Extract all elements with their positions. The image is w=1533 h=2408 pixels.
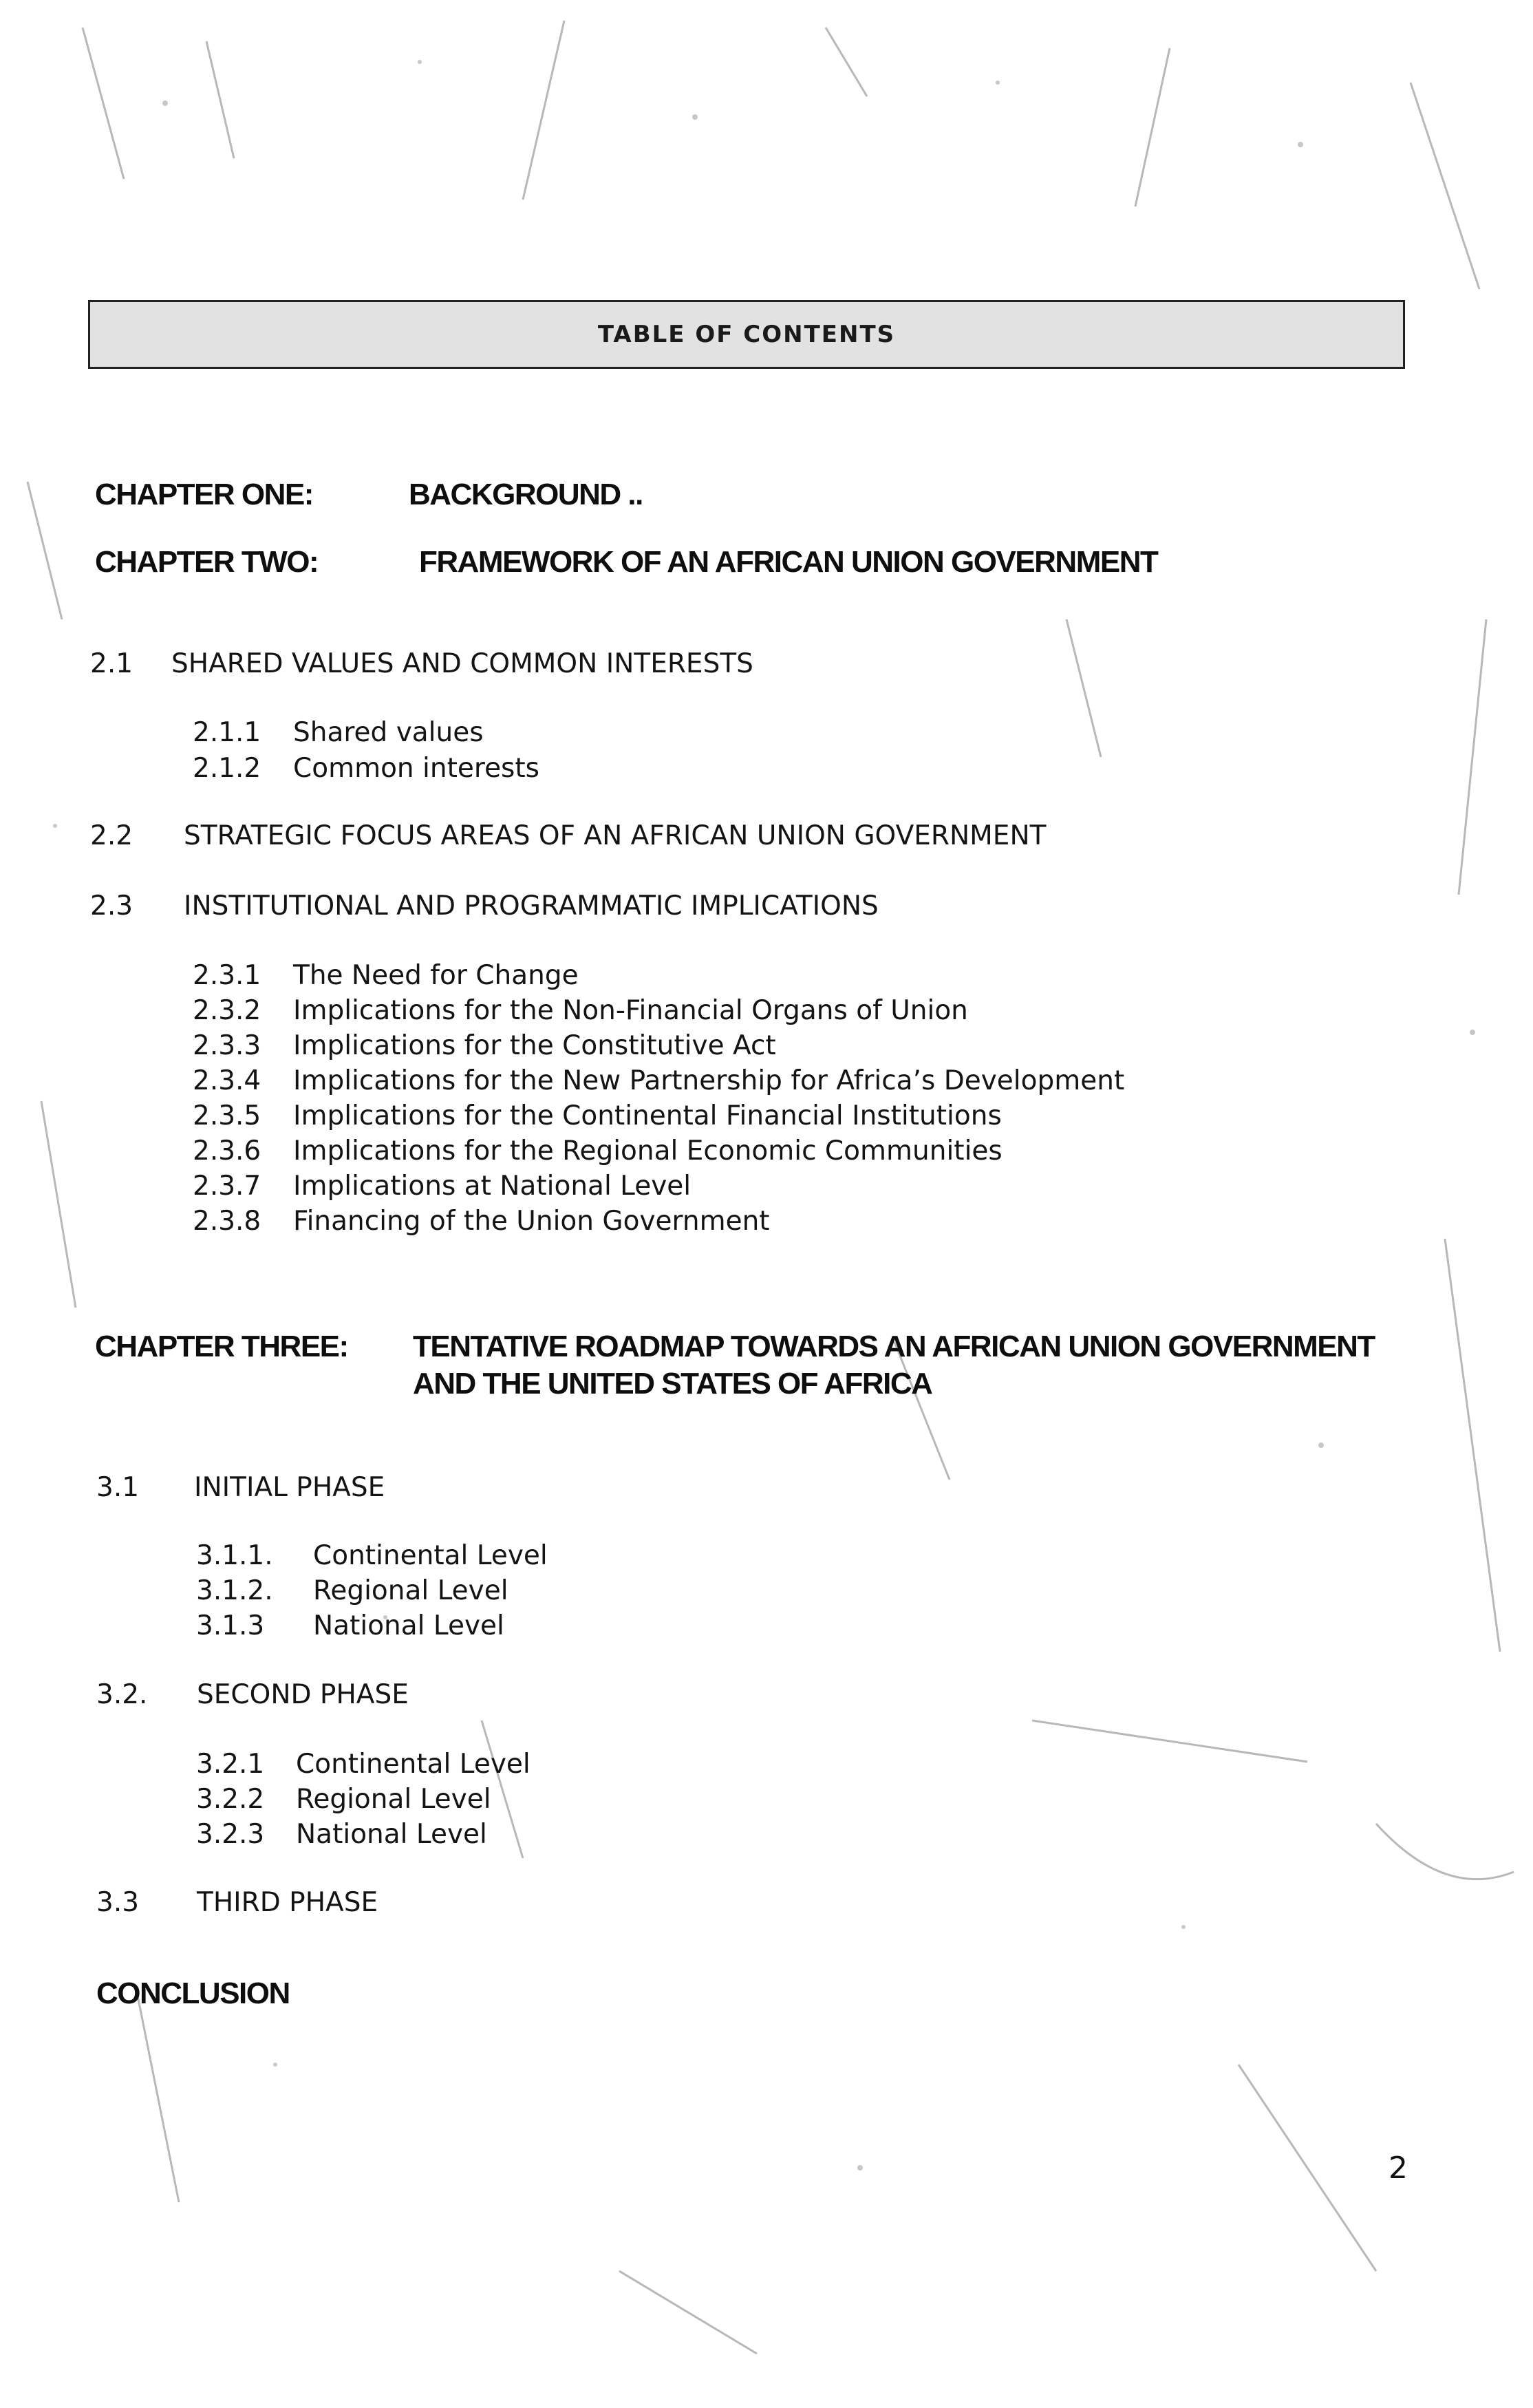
subsection-number: 2.3.4: [193, 1065, 261, 1096]
subsection-number: 3.2.3: [196, 1819, 265, 1850]
section-number: 3.1: [96, 1472, 140, 1503]
subsection-number: 2.3.2: [193, 995, 261, 1026]
chapter-three-label: CHAPTER THREE:: [95, 1330, 348, 1363]
chapter-three-title-line-1: TENTATIVE ROADMAP TOWARDS AN AFRICAN UNION GOVERNMENT: [413, 1330, 1375, 1363]
section-title: THIRD PHASE: [197, 1887, 378, 1918]
page-number: 2: [1389, 2151, 1408, 2186]
subsection-title: Continental Level: [313, 1540, 548, 1571]
subsection-title: Implications for the Continental Financial Institutions: [293, 1100, 1002, 1131]
subsection-number: 2.3.6: [193, 1136, 261, 1166]
chapter-two-label: CHAPTER TWO:: [95, 545, 319, 579]
subsection-number: 2.3.7: [193, 1171, 261, 1202]
subsection-number: 2.3.8: [193, 1206, 261, 1237]
chapter-one-label: CHAPTER ONE:: [95, 478, 313, 511]
section-number: 3.3: [96, 1887, 140, 1918]
section-number: 2.2: [90, 820, 133, 851]
subsection-title: National Level: [313, 1610, 504, 1641]
toc-title: TABLE OF CONTENTS: [597, 321, 896, 348]
section-number: 2.1: [90, 648, 133, 679]
subsection-number: 2.3.3: [193, 1030, 261, 1061]
subsection-number: 3.2.1: [196, 1749, 265, 1780]
subsection-number: 3.1.2.: [196, 1575, 273, 1606]
subsection-title: Implications for the Non-Financial Organs of Union: [293, 995, 968, 1026]
subsection-number: 3.1.1.: [196, 1540, 273, 1571]
subsection-number: 2.3.5: [193, 1100, 261, 1131]
subsection-title: Continental Level: [296, 1749, 530, 1780]
chapter-one-title: BACKGROUND ..: [409, 478, 643, 511]
subsection-title: Financing of the Union Government: [293, 1206, 770, 1237]
subsection-title: Implications for the Regional Economic Communities: [293, 1136, 1003, 1166]
section-number: 3.2.: [96, 1679, 148, 1710]
subsection-title: The Need for Change: [293, 960, 579, 991]
section-title: INSTITUTIONAL AND PROGRAMMATIC IMPLICATIONS: [184, 891, 879, 921]
subsection-number: 3.1.3: [196, 1610, 265, 1641]
section-title: SHARED VALUES AND COMMON INTERESTS: [171, 648, 753, 679]
subsection-title: Common interests: [293, 753, 539, 784]
subsection-title: Implications for the New Partnership for Africa’s Development: [293, 1065, 1125, 1096]
subsection-number: 2.3.1: [193, 960, 261, 991]
subsection-number: 2.1.2: [193, 753, 261, 784]
chapter-two-title: FRAMEWORK OF AN AFRICAN UNION GOVERNMENT: [419, 545, 1158, 579]
section-title: SECOND PHASE: [197, 1679, 409, 1710]
chapter-three-title-line-2: AND THE UNITED STATES OF AFRICA: [413, 1367, 932, 1400]
section-number: 2.3: [90, 891, 133, 921]
subsection-title: Implications for the Constitutive Act: [293, 1030, 776, 1061]
section-title: STRATEGIC FOCUS AREAS OF AN AFRICAN UNION GOVERNMENT: [184, 820, 1047, 851]
subsection-title: Implications at National Level: [293, 1171, 692, 1202]
subsection-number: 2.1.1: [193, 717, 261, 748]
section-title: INITIAL PHASE: [194, 1472, 385, 1503]
subsection-title: Regional Level: [313, 1575, 508, 1606]
subsection-title: National Level: [296, 1819, 487, 1850]
toc-header-box: [88, 300, 1405, 369]
subsection-title: Regional Level: [296, 1784, 491, 1815]
subsection-number: 3.2.2: [196, 1784, 265, 1815]
subsection-title: Shared values: [293, 717, 484, 748]
conclusion-heading: CONCLUSION: [96, 1977, 290, 2010]
